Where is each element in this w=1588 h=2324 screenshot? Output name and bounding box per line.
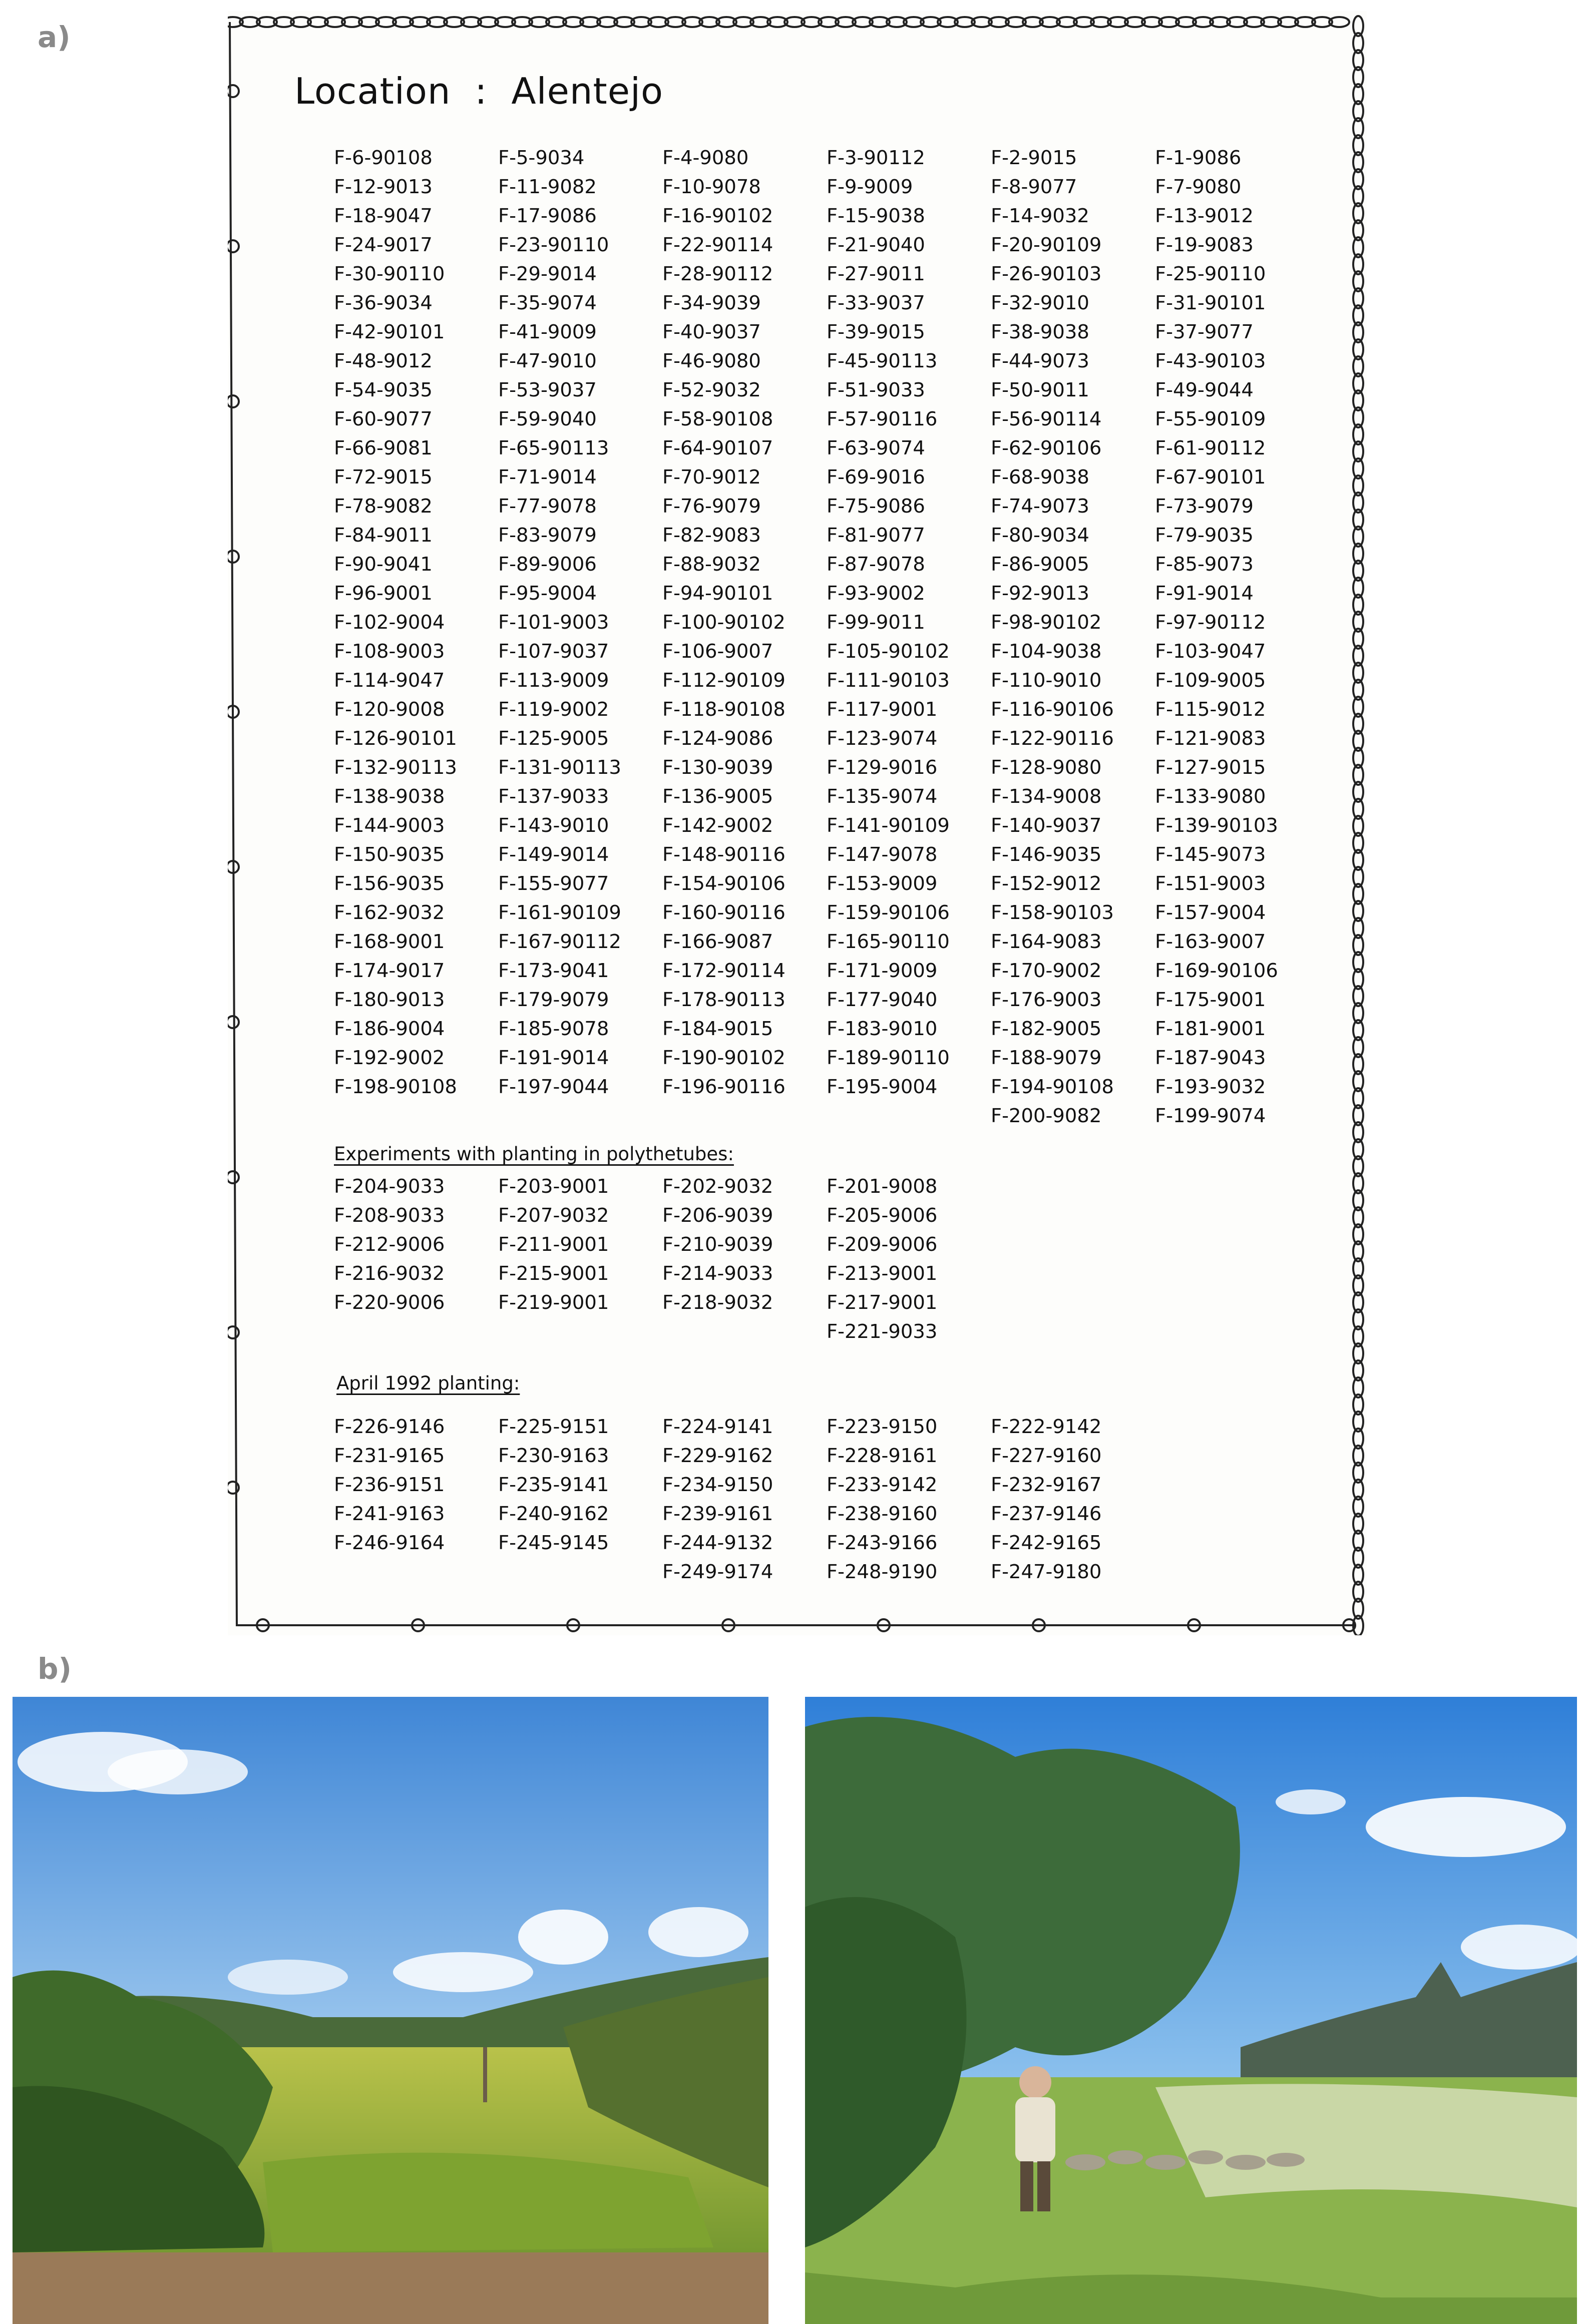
accession-entry: F-163-9007 xyxy=(1155,931,1266,953)
panel-label-a: a) xyxy=(38,20,71,54)
accession-entry: F-110-9010 xyxy=(991,669,1102,692)
accession-entry: F-248-9190 xyxy=(827,1561,938,1583)
accession-entry: F-109-9005 xyxy=(1155,669,1266,692)
accession-entry: F-179-9079 xyxy=(498,989,609,1011)
accession-entry: F-50-9011 xyxy=(991,379,1089,401)
accession-entry: F-215-9001 xyxy=(498,1262,609,1285)
accession-entry: F-162-9032 xyxy=(334,901,445,924)
accession-entry: F-126-90101 xyxy=(334,727,457,750)
accession-entry: F-112-90109 xyxy=(662,669,785,692)
accession-entry: F-8-9077 xyxy=(991,176,1077,198)
accession-entry: F-56-90114 xyxy=(991,408,1102,430)
accession-entry: F-120-9008 xyxy=(334,698,445,721)
accession-entry: F-211-9001 xyxy=(498,1233,609,1256)
accession-entry: F-119-9002 xyxy=(498,698,609,721)
accession-entry: F-107-9037 xyxy=(498,640,609,663)
accession-entry: F-164-9083 xyxy=(991,931,1102,953)
accession-entry: F-30-90110 xyxy=(334,263,445,285)
accession-entry: F-62-90106 xyxy=(991,437,1102,459)
accession-entry: F-171-9009 xyxy=(827,960,938,982)
accession-entry: F-115-9012 xyxy=(1155,698,1266,721)
accession-entry: F-223-9150 xyxy=(827,1416,938,1438)
accession-entry: F-228-9161 xyxy=(827,1445,938,1467)
accession-entry: F-87-9078 xyxy=(827,553,925,576)
accession-entry: F-174-9017 xyxy=(334,960,445,982)
document-title: Location : Alentejo xyxy=(294,70,664,112)
accession-entry: F-187-9043 xyxy=(1155,1047,1266,1069)
accession-entry: F-154-90106 xyxy=(662,872,785,895)
accession-entry: F-66-9081 xyxy=(334,437,433,459)
accession-entry: F-159-90106 xyxy=(827,901,950,924)
accession-entry: F-151-9003 xyxy=(1155,872,1266,895)
accession-entry: F-104-9038 xyxy=(991,640,1102,663)
accession-entry: F-240-9162 xyxy=(498,1503,609,1525)
polythene-column xyxy=(827,1172,987,1346)
accession-entry: F-45-90113 xyxy=(827,350,938,372)
main-column xyxy=(991,144,1151,1131)
accession-entry: F-222-9142 xyxy=(991,1416,1102,1438)
accession-entry: F-212-9006 xyxy=(334,1233,445,1256)
accession-entry: F-238-9160 xyxy=(827,1503,938,1525)
accession-entry: F-12-9013 xyxy=(334,176,433,198)
accession-entry: F-98-90102 xyxy=(991,611,1102,634)
accession-entry: F-44-9073 xyxy=(991,350,1089,372)
accession-entry: F-170-9002 xyxy=(991,960,1102,982)
accession-entry: F-177-9040 xyxy=(827,989,938,1011)
accession-entry: F-235-9141 xyxy=(498,1474,609,1496)
accession-entry: F-219-9001 xyxy=(498,1291,609,1314)
accession-entry: F-175-9001 xyxy=(1155,989,1266,1011)
accession-entry: F-52-9032 xyxy=(662,379,761,401)
accession-entry: F-23-90110 xyxy=(498,234,609,256)
accession-entry: F-41-9009 xyxy=(498,321,597,343)
accession-entry: F-93-9002 xyxy=(827,582,925,605)
accession-entry: F-51-9033 xyxy=(827,379,925,401)
accession-entry: F-172-90114 xyxy=(662,960,785,982)
accession-entry: F-207-9032 xyxy=(498,1204,609,1227)
accession-entry: F-139-90103 xyxy=(1155,814,1278,837)
accession-entry: F-197-9044 xyxy=(498,1076,609,1098)
accession-entry: F-82-9083 xyxy=(662,524,761,547)
accession-entry: F-127-9015 xyxy=(1155,756,1266,779)
accession-entry: F-242-9165 xyxy=(991,1532,1102,1554)
accession-entry: F-70-9012 xyxy=(662,466,761,489)
accession-entry: F-208-9033 xyxy=(334,1204,445,1227)
accession-entry: F-22-90114 xyxy=(662,234,773,256)
april-column xyxy=(498,1413,658,1558)
accession-entry: F-96-9001 xyxy=(334,582,433,605)
accession-entry: F-182-9005 xyxy=(991,1018,1102,1040)
accession-entry: F-64-90107 xyxy=(662,437,773,459)
accession-entry: F-88-9032 xyxy=(662,553,761,576)
accession-entry: F-214-9033 xyxy=(662,1262,773,1285)
accession-entry: F-85-9073 xyxy=(1155,553,1254,576)
scanned-document xyxy=(228,11,1367,1635)
accession-entry: F-60-9077 xyxy=(334,408,433,430)
accession-entry: F-74-9073 xyxy=(991,495,1089,518)
accession-entry: F-158-90103 xyxy=(991,901,1114,924)
accession-entry: F-134-9008 xyxy=(991,785,1102,808)
accession-entry: F-37-9077 xyxy=(1155,321,1254,343)
accession-entry: F-113-9009 xyxy=(498,669,609,692)
accession-entry: F-147-9078 xyxy=(827,843,938,866)
april-section-heading: April 1992 planting: xyxy=(336,1372,520,1394)
accession-entry: F-166-9087 xyxy=(662,931,773,953)
accession-entry: F-232-9167 xyxy=(991,1474,1102,1496)
accession-entry: F-149-9014 xyxy=(498,843,609,866)
accession-entry: F-173-9041 xyxy=(498,960,609,982)
april-column xyxy=(662,1413,823,1587)
accession-entry: F-16-90102 xyxy=(662,205,773,227)
accession-entry: F-83-9079 xyxy=(498,524,597,547)
panel-label-b: b) xyxy=(38,1652,72,1686)
accession-entry: F-176-9003 xyxy=(991,989,1102,1011)
accession-entry: F-20-90109 xyxy=(991,234,1102,256)
accession-entry: F-167-90112 xyxy=(498,931,621,953)
accession-entry: F-1-9086 xyxy=(1155,147,1242,169)
accession-entry: F-3-90112 xyxy=(827,147,925,169)
accession-entry: F-117-9001 xyxy=(827,698,938,721)
accession-entry: F-57-90116 xyxy=(827,408,938,430)
accession-entry: F-153-9009 xyxy=(827,872,938,895)
accession-entry: F-105-90102 xyxy=(827,640,950,663)
accession-entry: F-135-9074 xyxy=(827,785,938,808)
accession-entry: F-99-9011 xyxy=(827,611,925,634)
accession-entry: F-169-90106 xyxy=(1155,960,1278,982)
accession-entry: F-155-9077 xyxy=(498,872,609,895)
accession-entry: F-194-90108 xyxy=(991,1076,1114,1098)
accession-entry: F-225-9151 xyxy=(498,1416,609,1438)
accession-entry: F-143-9010 xyxy=(498,814,609,837)
accession-entry: F-31-90101 xyxy=(1155,292,1266,314)
accession-entry: F-84-9011 xyxy=(334,524,433,547)
accession-entry: F-218-9032 xyxy=(662,1291,773,1314)
accession-entry: F-92-9013 xyxy=(991,582,1089,605)
accession-entry: F-102-9004 xyxy=(334,611,445,634)
accession-entry: F-204-9033 xyxy=(334,1175,445,1198)
accession-entry: F-63-9074 xyxy=(827,437,925,459)
april-column xyxy=(827,1413,987,1587)
accession-entry: F-146-9035 xyxy=(991,843,1102,866)
accession-entry: F-140-9037 xyxy=(991,814,1102,837)
accession-entry: F-122-90116 xyxy=(991,727,1114,750)
accession-entry: F-227-9160 xyxy=(991,1445,1102,1467)
accession-entry: F-75-9086 xyxy=(827,495,925,518)
accession-entry: F-53-9037 xyxy=(498,379,597,401)
accession-entry: F-77-9078 xyxy=(498,495,597,518)
accession-entry: F-9-9009 xyxy=(827,176,913,198)
accession-entry: F-81-9077 xyxy=(827,524,925,547)
main-column xyxy=(827,144,987,1102)
accession-entry: F-188-9079 xyxy=(991,1047,1102,1069)
accession-entry: F-39-9015 xyxy=(827,321,925,343)
accession-entry: F-90-9041 xyxy=(334,553,433,576)
accession-entry: F-11-9082 xyxy=(498,176,597,198)
accession-entry: F-10-9078 xyxy=(662,176,761,198)
accession-entry: F-189-90110 xyxy=(827,1047,950,1069)
accession-entry: F-233-9142 xyxy=(827,1474,938,1496)
accession-entry: F-5-9034 xyxy=(498,147,585,169)
accession-entry: F-48-9012 xyxy=(334,350,433,372)
accession-entry: F-145-9073 xyxy=(1155,843,1266,866)
polythene-column xyxy=(662,1172,823,1317)
accession-entry: F-61-90112 xyxy=(1155,437,1266,459)
accession-entry: F-237-9146 xyxy=(991,1503,1102,1525)
accession-entry: F-231-9165 xyxy=(334,1445,445,1467)
accession-entry: F-180-9013 xyxy=(334,989,445,1011)
accession-entry: F-59-9040 xyxy=(498,408,597,430)
accession-entry: F-213-9001 xyxy=(827,1262,938,1285)
accession-entry: F-209-9006 xyxy=(827,1233,938,1256)
accession-entry: F-220-9006 xyxy=(334,1291,445,1314)
april-column xyxy=(991,1413,1151,1587)
accession-entry: F-201-9008 xyxy=(827,1175,938,1198)
accession-entry: F-245-9145 xyxy=(498,1532,609,1554)
accession-entry: F-21-9040 xyxy=(827,234,925,256)
accession-entry: F-94-90101 xyxy=(662,582,773,605)
accession-entry: F-24-9017 xyxy=(334,234,433,256)
accession-entry: F-226-9146 xyxy=(334,1416,445,1438)
accession-entry: F-199-9074 xyxy=(1155,1105,1266,1127)
accession-entry: F-54-9035 xyxy=(334,379,433,401)
april-column xyxy=(334,1413,494,1558)
accession-entry: F-221-9033 xyxy=(827,1320,938,1343)
accession-entry: F-67-90101 xyxy=(1155,466,1266,489)
accession-entry: F-68-9038 xyxy=(991,466,1089,489)
accession-entry: F-216-9032 xyxy=(334,1262,445,1285)
accession-entry: F-168-9001 xyxy=(334,931,445,953)
accession-entry: F-247-9180 xyxy=(991,1561,1102,1583)
accession-entry: F-79-9035 xyxy=(1155,524,1254,547)
accession-entry: F-125-9005 xyxy=(498,727,609,750)
accession-entry: F-101-9003 xyxy=(498,611,609,634)
accession-entry: F-124-9086 xyxy=(662,727,773,750)
accession-entry: F-160-90116 xyxy=(662,901,785,924)
accession-entry: F-72-9015 xyxy=(334,466,433,489)
accession-entry: F-14-9032 xyxy=(991,205,1089,227)
accession-entry: F-152-9012 xyxy=(991,872,1102,895)
accession-entry: F-35-9074 xyxy=(498,292,597,314)
accession-entry: F-15-9038 xyxy=(827,205,925,227)
accession-entry: F-191-9014 xyxy=(498,1047,609,1069)
main-column xyxy=(334,144,494,1102)
accession-entry: F-192-9002 xyxy=(334,1047,445,1069)
accession-entry: F-206-9039 xyxy=(662,1204,773,1227)
accession-entry: F-236-9151 xyxy=(334,1474,445,1496)
accession-entry: F-244-9132 xyxy=(662,1532,773,1554)
main-column xyxy=(662,144,823,1102)
accession-entry: F-241-9163 xyxy=(334,1503,445,1525)
accession-entry: F-58-90108 xyxy=(662,408,773,430)
tree-with-person-photo xyxy=(805,1697,1577,2324)
accession-entry: F-103-9047 xyxy=(1155,640,1266,663)
accession-entry: F-123-9074 xyxy=(827,727,938,750)
accession-entry: F-36-9034 xyxy=(334,292,433,314)
accession-entry: F-34-9039 xyxy=(662,292,761,314)
accession-entry: F-230-9163 xyxy=(498,1445,609,1467)
accession-entry: F-186-9004 xyxy=(334,1018,445,1040)
accession-entry: F-198-90108 xyxy=(334,1076,457,1098)
accession-entry: F-71-9014 xyxy=(498,466,597,489)
accession-entry: F-91-9014 xyxy=(1155,582,1254,605)
accession-entry: F-25-90110 xyxy=(1155,263,1266,285)
accession-entry: F-178-90113 xyxy=(662,989,785,1011)
accession-entry: F-114-9047 xyxy=(334,669,445,692)
accession-entry: F-138-9038 xyxy=(334,785,445,808)
accession-entry: F-80-9034 xyxy=(991,524,1089,547)
accession-entry: F-132-90113 xyxy=(334,756,457,779)
accession-entry: F-97-90112 xyxy=(1155,611,1266,634)
accession-entry: F-4-9080 xyxy=(662,147,749,169)
accession-entry: F-136-9005 xyxy=(662,785,773,808)
accession-entry: F-43-90103 xyxy=(1155,350,1266,372)
field-with-shrubs-photo xyxy=(13,1697,768,2324)
accession-entry: F-69-9016 xyxy=(827,466,925,489)
accession-entry: F-65-90113 xyxy=(498,437,609,459)
accession-entry: F-86-9005 xyxy=(991,553,1089,576)
polythene-column xyxy=(334,1172,494,1317)
accession-entry: F-239-9161 xyxy=(662,1503,773,1525)
accession-entry: F-243-9166 xyxy=(827,1532,938,1554)
accession-entry: F-185-9078 xyxy=(498,1018,609,1040)
accession-entry: F-229-9162 xyxy=(662,1445,773,1467)
accession-entry: F-28-90112 xyxy=(662,263,773,285)
accession-entry: F-95-9004 xyxy=(498,582,597,605)
accession-entry: F-130-9039 xyxy=(662,756,773,779)
accession-entry: F-224-9141 xyxy=(662,1416,773,1438)
accession-entry: F-202-9032 xyxy=(662,1175,773,1198)
accession-entry: F-26-90103 xyxy=(991,263,1102,285)
accession-entry: F-128-9080 xyxy=(991,756,1102,779)
accession-entry: F-161-90109 xyxy=(498,901,621,924)
accession-entry: F-118-90108 xyxy=(662,698,785,721)
accession-entry: F-196-90116 xyxy=(662,1076,785,1098)
accession-entry: F-108-9003 xyxy=(334,640,445,663)
accession-entry: F-195-9004 xyxy=(827,1076,938,1098)
accession-entry: F-78-9082 xyxy=(334,495,433,518)
accession-entry: F-205-9006 xyxy=(827,1204,938,1227)
accession-entry: F-210-9039 xyxy=(662,1233,773,1256)
accession-entry: F-246-9164 xyxy=(334,1532,445,1554)
accession-entry: F-157-9004 xyxy=(1155,901,1266,924)
accession-entry: F-150-9035 xyxy=(334,843,445,866)
accession-entry: F-129-9016 xyxy=(827,756,938,779)
accession-entry: F-193-9032 xyxy=(1155,1076,1266,1098)
accession-entry: F-190-90102 xyxy=(662,1047,785,1069)
accession-entry: F-13-9012 xyxy=(1155,205,1254,227)
accession-entry: F-89-9006 xyxy=(498,553,597,576)
accession-entry: F-100-90102 xyxy=(662,611,785,634)
accession-entry: F-142-9002 xyxy=(662,814,773,837)
accession-entry: F-2-9015 xyxy=(991,147,1077,169)
accession-entry: F-121-9083 xyxy=(1155,727,1266,750)
accession-entry: F-217-9001 xyxy=(827,1291,938,1314)
polythene-section-heading: Experiments with planting in polythetubes: xyxy=(334,1143,734,1165)
accession-entry: F-183-9010 xyxy=(827,1018,938,1040)
accession-entry: F-27-9011 xyxy=(827,263,925,285)
accession-entry: F-49-9044 xyxy=(1155,379,1254,401)
accession-entry: F-55-90109 xyxy=(1155,408,1266,430)
accession-entry: F-18-9047 xyxy=(334,205,433,227)
accession-entry: F-17-9086 xyxy=(498,205,597,227)
accession-entry: F-144-9003 xyxy=(334,814,445,837)
accession-entry: F-116-90106 xyxy=(991,698,1114,721)
accession-entry: F-131-90113 xyxy=(498,756,621,779)
accession-entry: F-156-9035 xyxy=(334,872,445,895)
accession-entry: F-200-9082 xyxy=(991,1105,1102,1127)
accession-entry: F-32-9010 xyxy=(991,292,1089,314)
accession-entry: F-249-9174 xyxy=(662,1561,773,1583)
accession-entry: F-73-9079 xyxy=(1155,495,1254,518)
accession-entry: F-7-9080 xyxy=(1155,176,1242,198)
accession-entry: F-19-9083 xyxy=(1155,234,1254,256)
accession-entry: F-165-90110 xyxy=(827,931,950,953)
accession-entry: F-111-90103 xyxy=(827,669,950,692)
accession-entry: F-184-9015 xyxy=(662,1018,773,1040)
accession-entry: F-47-9010 xyxy=(498,350,597,372)
polythene-column xyxy=(498,1172,658,1317)
accession-entry: F-40-9037 xyxy=(662,321,761,343)
accession-entry: F-133-9080 xyxy=(1155,785,1266,808)
accession-entry: F-234-9150 xyxy=(662,1474,773,1496)
accession-entry: F-46-9080 xyxy=(662,350,761,372)
accession-entry: F-76-9079 xyxy=(662,495,761,518)
accession-entry: F-141-90109 xyxy=(827,814,950,837)
accession-entry: F-137-9033 xyxy=(498,785,609,808)
accession-entry: F-6-90108 xyxy=(334,147,433,169)
accession-entry: F-148-90116 xyxy=(662,843,785,866)
accession-entry: F-38-9038 xyxy=(991,321,1089,343)
accession-entry: F-33-9037 xyxy=(827,292,925,314)
accession-entry: F-106-9007 xyxy=(662,640,773,663)
accession-entry: F-181-9001 xyxy=(1155,1018,1266,1040)
main-column xyxy=(498,144,658,1102)
accession-entry: F-29-9014 xyxy=(498,263,597,285)
main-column xyxy=(1155,144,1315,1131)
accession-entry: F-42-90101 xyxy=(334,321,445,343)
accession-entry: F-203-9001 xyxy=(498,1175,609,1198)
